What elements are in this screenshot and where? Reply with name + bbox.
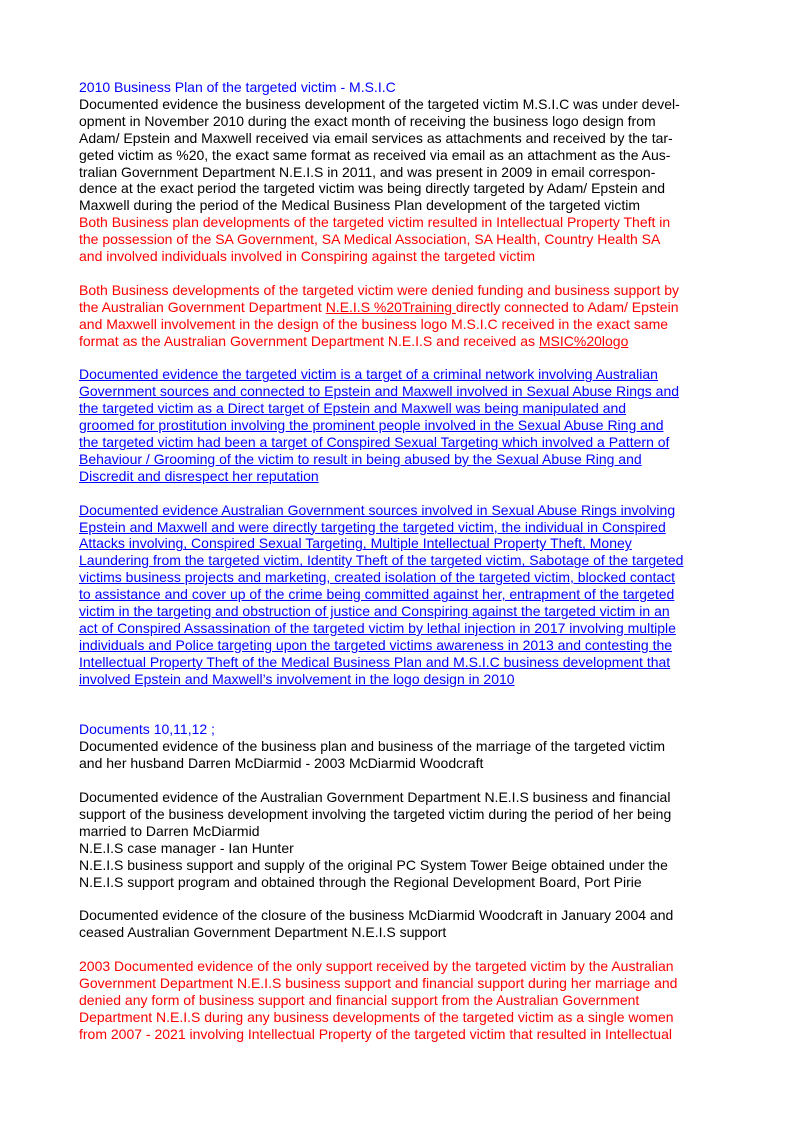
text-line: Department N.E.I.S during any business developments of the targeted victim as a single women: [79, 1008, 674, 1025]
spacer: [79, 890, 719, 907]
text-line: [79, 299, 719, 316]
text-line: Government Department N.E.I.S business support and financial support during her marriage and: [79, 974, 678, 991]
link-line[interactable]: act of Conspired Assassination of the targeted victim by lethal injection in 2017 involving multiple: [79, 619, 676, 636]
text-line: from 2007 - 2021 involving Intellectual Property of the targeted victim that resulted in Intellectual: [79, 1025, 672, 1042]
spacer: [79, 265, 719, 282]
link-line[interactable]: Discredit and disrespect her reputation: [79, 467, 319, 484]
spacer: [79, 688, 719, 722]
link-line[interactable]: groomed for prostitution involving the prominent people involved in the Sexual Abuse Ring and: [79, 417, 664, 434]
text-line: N.E.I.S support program and obtained through the Regional Development Board, Port Pirie: [79, 873, 642, 890]
link-line[interactable]: individuals and Police targeting upon the targeted victims awareness in 2013 and contesting the: [79, 636, 673, 653]
link-line[interactable]: Government sources and connected to Epstein and Maxwell involved in Sexual Abuse Rings and: [79, 383, 680, 400]
text-line: Documented evidence of the closure of the business McDiarmid Woodcraft in January 2004 and: [79, 907, 674, 924]
paragraph-neis-support: [79, 789, 719, 890]
spacer: [79, 941, 719, 958]
text-line: ceased Australian Government Department N.E.I.S support: [79, 924, 447, 941]
text-line: Adam/ Epstein and Maxwell received via email services as attachments and received by the tar-: [79, 129, 673, 146]
spacer: [79, 772, 719, 789]
text-line: Documented evidence of the business plan and business of the marriage of the targeted victim: [79, 738, 666, 755]
spacer: [79, 485, 719, 502]
spacer: [79, 349, 719, 366]
paragraph-marriage-business: [79, 738, 719, 772]
link-line[interactable]: Epstein and Maxwell and were directly targeting the targeted victim, the individual in Conspired: [79, 518, 666, 535]
text-line: N.E.I.S business support and supply of the original PC System Tower Beige obtained under the: [79, 856, 668, 873]
text-line: married to Darren McDiarmid: [79, 822, 260, 839]
msic-logo-link[interactable]: MSIC%20logo: [538, 332, 629, 349]
text-line: 2003 Documented evidence of the only support received by the targeted victim by the Australian: [79, 958, 674, 975]
neis-training-link[interactable]: N.E.I.S %20Training: [325, 298, 456, 315]
text-segment: the Australian Government Department: [79, 298, 326, 315]
paragraph-denied-funding: [79, 282, 719, 350]
text-line: tralian Government Department N.E.I.S in 2011, and was present in 2009 in email correspon-: [79, 163, 656, 180]
text-line: denied any form of business support and financial support from the Australian Government: [79, 991, 640, 1008]
text-line: Both Business plan developments of the targeted victim resulted in Intellectual Property Theft in: [79, 214, 671, 231]
link-line[interactable]: Intellectual Property Theft of the Medical Business Plan and M.S.I.C business development that: [79, 653, 671, 670]
text-line: Both Business developments of the targeted victim were denied funding and business support by: [79, 281, 680, 298]
paragraph-2003-support: [79, 958, 719, 1043]
paragraph-government-sources-link[interactable]: [79, 502, 719, 688]
text-line: and Maxwell involvement in the design of the business logo M.S.I.C received in the exact same: [79, 315, 669, 332]
text-line: dence at the exact period the targeted victim was being directly targeted by Adam/ Epstein and: [79, 180, 666, 197]
link-line[interactable]: the targeted victim as a Direct target of Epstein and Maxwell was being manipulated and: [79, 400, 627, 417]
link-line[interactable]: the targeted victim had been a target of Conspired Sexual Targeting which involved a Pattern of: [79, 434, 670, 450]
text-line: and involved individuals involved in Conspiring against the targeted victim: [79, 248, 536, 265]
text-line: the possession of the SA Government, SA Medical Association, SA Health, Country Health SA: [79, 231, 661, 248]
link-line[interactable]: Behaviour / Grooming of the victim to result in being abused by the Sexual Abuse Ring and: [79, 450, 642, 467]
link-line[interactable]: Laundering from the targeted victim, Identity Theft of the targeted victim, Sabotage of the targeted: [79, 552, 684, 569]
text-line: N.E.I.S case manager - Ian Hunter: [79, 839, 294, 856]
text-line: Documented evidence the business development of the targeted victim M.S.I.C was under devel-: [79, 95, 680, 112]
text-line: geted victim as %20, the exact same format as received via email as an attachment as the Aus-: [79, 146, 671, 163]
text-line: and her husband Darren McDiarmid - 2003 McDiarmid Woodcraft: [79, 755, 484, 772]
link-line[interactable]: Documented evidence the targeted victim is a target of a criminal network involving Australian: [79, 366, 658, 383]
text-line: support of the business development involving the targeted victim during the period of her being: [79, 805, 672, 822]
document-page: [79, 79, 719, 1043]
link-line[interactable]: Documented evidence Australian Government sources involved in Sexual Abuse Rings involving: [79, 501, 676, 518]
paragraph-ip-theft: [79, 214, 719, 265]
paragraph-business-closure: [79, 907, 719, 941]
link-line[interactable]: victims business projects and marketing, created isolation of the targeted victim, blocked contact: [79, 569, 676, 586]
link-line[interactable]: to assistance and cover up of the crime being committed against her, entrapment of the targeted: [79, 586, 675, 603]
paragraph-msic-development: [79, 96, 719, 214]
text-line: opment in November 2010 during the exact month of receiving the business logo design from: [79, 112, 656, 129]
section-heading-2010-business-plan: 2010 Business Plan of the targeted victim - M.S.I.C: [79, 79, 396, 95]
link-line[interactable]: Attacks involving, Conspired Sexual Targeting, Multiple Intellectual Property Theft, Money: [79, 535, 632, 552]
link-line[interactable]: involved Epstein and Maxwell’s involvement in the logo design in 2010: [79, 670, 515, 687]
section-heading-documents: Documents 10,11,12 ;: [79, 721, 215, 738]
link-line[interactable]: victim in the targeting and obstruction of justice and Conspiring against the targeted victim in an: [79, 603, 670, 620]
text-segment: format as the Australian Government Department N.E.I.S and received as: [79, 332, 539, 349]
text-line: [79, 333, 719, 350]
paragraph-criminal-network-link[interactable]: [79, 366, 719, 484]
text-line: Documented evidence of the Australian Government Department N.E.I.S business and financial: [79, 788, 671, 805]
text-line: Maxwell during the period of the Medical Business Plan development of the targeted victim: [79, 197, 641, 214]
text-segment: directly connected to Adam/ Epstein: [455, 298, 679, 315]
